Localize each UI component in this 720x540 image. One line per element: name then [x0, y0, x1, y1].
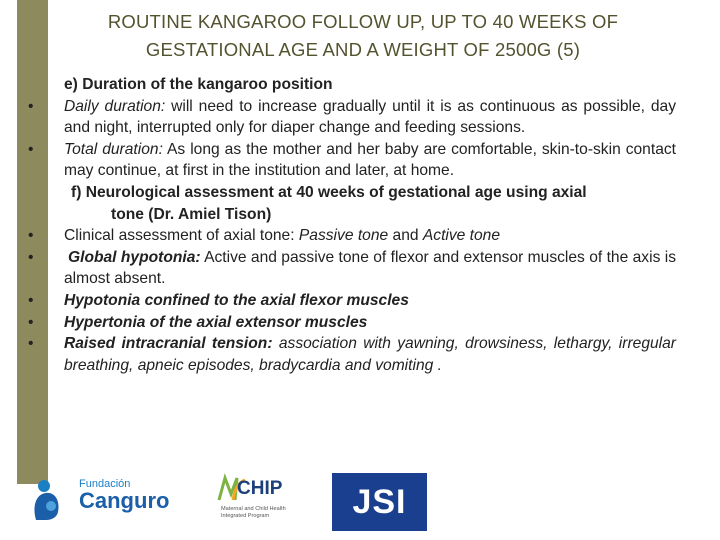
section-f-line-1: f) Neurological assessment at 40 weeks of gestational age using axial [71, 183, 587, 201]
slide-body [28, 74, 676, 376]
mchip-text: CHIP [237, 478, 283, 499]
item-label: Daily duration: [64, 97, 166, 115]
bullet-icon: • [28, 227, 34, 245]
list-item-hypertonia-extensor [28, 312, 676, 334]
bullet-icon: • [28, 291, 34, 309]
bullet-icon: • [28, 248, 34, 266]
logo-footer [0, 468, 720, 540]
kangaroo-mother-icon [30, 476, 76, 522]
item-text: Active and passive tone of flexor and extensor muscles of the axis is almost absent. [64, 248, 676, 288]
list-item-raised-intracranial [28, 333, 676, 376]
bullet-icon: • [28, 335, 34, 353]
slide-title [48, 8, 678, 64]
list-item-daily-duration [28, 96, 676, 139]
title-line-2: GESTATIONAL AGE AND A WEIGHT OF 2500G (5) [145, 39, 581, 60]
item-text: Hypertonia of the axial extensor muscles [64, 313, 368, 331]
jsi-logo [332, 473, 427, 531]
list-item-total-duration [28, 139, 676, 182]
section-e-heading: e) Duration of the kangaroo position [64, 76, 333, 93]
canguro-top-text: Fundación [79, 478, 131, 490]
bullet-icon: • [28, 313, 34, 331]
bullet-icon: • [28, 140, 34, 158]
list-item-global-hypotonia [28, 247, 676, 290]
item-text: will need to increase gradually until it is as continuous as possible, day and night, interrupted only for diaper change and feeding sessions. [64, 97, 676, 137]
passive-tone-label: Passive tone [298, 227, 389, 245]
mchip-subtitle: Maternal and Child Health Integrated Program [221, 506, 286, 519]
item-text: Clinical assessment of axial tone: [64, 227, 299, 245]
list-item-hypotonia-flexor [28, 290, 676, 312]
section-f-heading [28, 182, 676, 225]
item-conjunction: and [388, 227, 423, 245]
active-tone-label: Active tone [422, 227, 501, 245]
canguro-main-text: Canguro [79, 488, 170, 513]
mchip-logo [215, 470, 297, 538]
title-line-1: ROUTINE KANGAROO FOLLOW UP, UP TO 40 WEEKS OF [107, 11, 619, 32]
jsi-text: JSI [352, 483, 407, 521]
item-text: association with yawning, drowsiness, lethargy, irregular breathing, apneic episodes, bradycardia and vomiting . [64, 335, 676, 374]
fundacion-canguro-logo [30, 476, 180, 522]
section-f-line-2: tone (Dr. Amiel Tison) [111, 205, 272, 223]
item-label: Global hypotonia: [68, 248, 201, 266]
list-item-clinical-assessment [28, 225, 676, 247]
bullet-icon: • [28, 97, 34, 115]
item-label: Total duration: [64, 140, 163, 158]
item-text: As long as the mother and her baby are comfortable, skin-to-skin contact may continue, at first in the institution and later, at home. [64, 140, 676, 180]
item-text: Hypotonia confined to the axial flexor muscles [64, 291, 409, 309]
item-label: Raised intracranial tension: [64, 335, 273, 353]
